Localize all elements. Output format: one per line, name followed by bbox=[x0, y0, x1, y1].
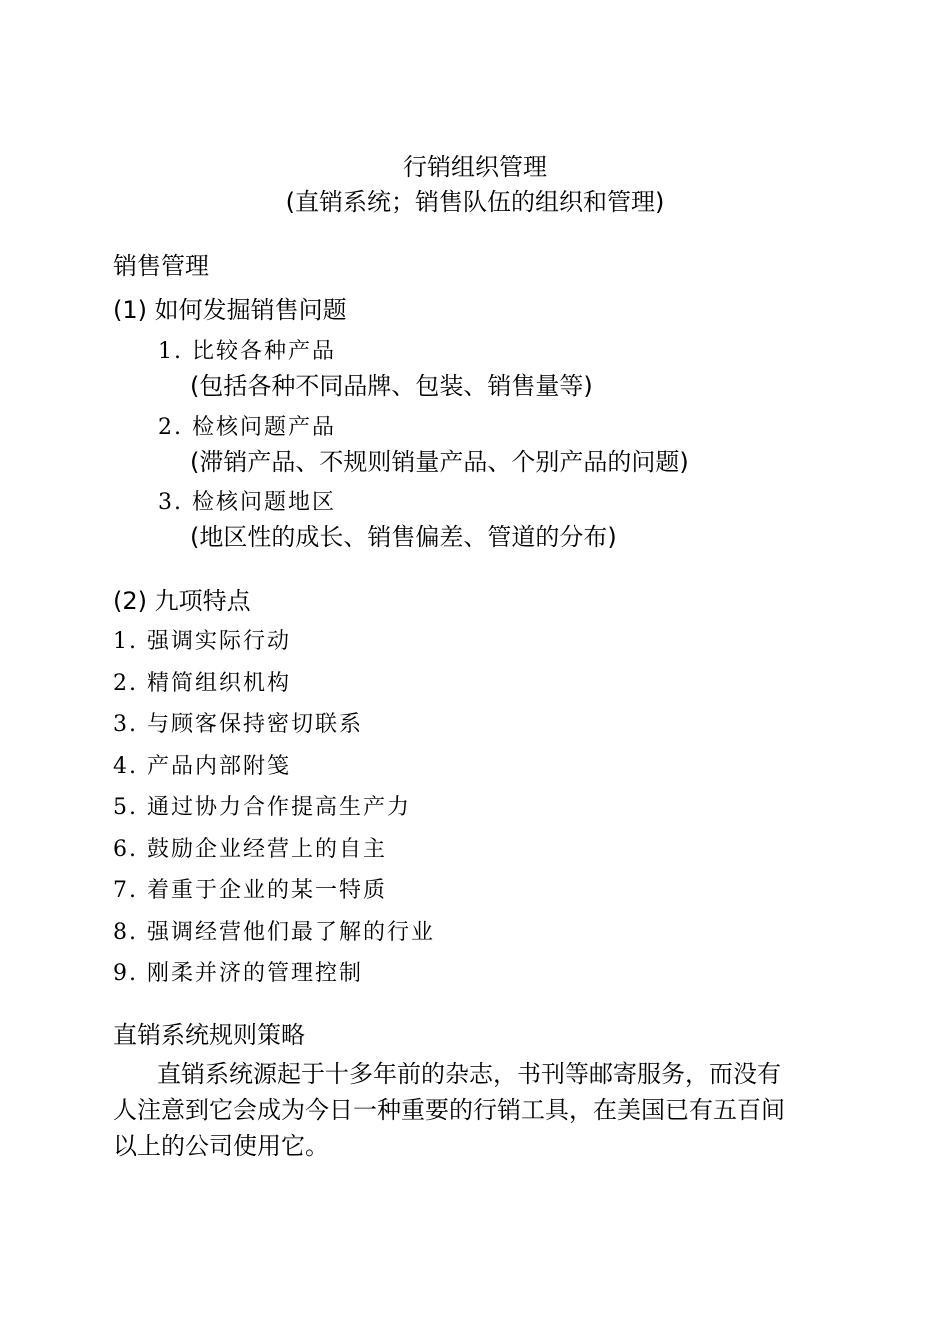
list-item-number: 1. bbox=[113, 629, 138, 654]
subsection-heading-features: (2) 九项特点 bbox=[113, 587, 251, 615]
list-item-label: 检核问题地区 bbox=[192, 490, 337, 515]
list-item bbox=[158, 341, 336, 363]
list-item bbox=[113, 963, 363, 985]
list-item bbox=[113, 714, 363, 736]
list-item-detail: (地区性的成长、销售偏差、管道的分布) bbox=[190, 523, 617, 551]
list-item bbox=[113, 631, 291, 653]
list-item-label: 强调经营他们最了解的行业 bbox=[147, 920, 436, 945]
page-title: 行销组织管理 bbox=[403, 153, 547, 181]
body-paragraph-text: 直销系统源起于十多年前的杂志，书刊等邮寄服务，而没有人注意到它会成为今日一种重要的行销工具，在美国已有五百间以上的公司使用它。 bbox=[113, 1060, 785, 1160]
list-item-number: 8. bbox=[113, 920, 138, 945]
list-item bbox=[113, 673, 291, 695]
subsection-heading-problems: (1) 如何发掘销售问题 bbox=[113, 296, 347, 324]
body-paragraph bbox=[113, 1056, 803, 1164]
list-item-number: 7. bbox=[113, 878, 138, 903]
page-subtitle: (直销系统；销售队伍的组织和管理) bbox=[285, 188, 665, 216]
list-item-number: 5. bbox=[113, 795, 138, 820]
list-item-label: 刚柔并济的管理控制 bbox=[147, 961, 364, 986]
list-item-label: 强调实际行动 bbox=[147, 629, 292, 654]
section-heading-direct-marketing: 直销系统规则策略 bbox=[113, 1021, 305, 1049]
list-item-label: 着重于企业的某一特质 bbox=[147, 878, 388, 903]
list-item-number: 1. bbox=[158, 339, 183, 364]
list-item bbox=[113, 880, 387, 902]
list-item-number: 3. bbox=[158, 490, 183, 515]
list-item-label: 与顾客保持密切联系 bbox=[147, 712, 364, 737]
list-item bbox=[113, 756, 291, 778]
list-item-number: 4. bbox=[113, 754, 138, 779]
list-item-label: 产品内部附笺 bbox=[147, 754, 292, 779]
section-heading-sales: 销售管理 bbox=[113, 252, 209, 280]
list-item-number: 6. bbox=[113, 837, 138, 862]
list-item-detail: (滞销产品、不规则销量产品、个别产品的问题) bbox=[190, 448, 689, 476]
list-item bbox=[113, 839, 387, 861]
list-item-number: 2. bbox=[113, 671, 138, 696]
list-item-number: 3. bbox=[113, 712, 138, 737]
list-item-detail: (包括各种不同品牌、包装、销售量等) bbox=[190, 372, 593, 400]
list-item-label: 精简组织机构 bbox=[147, 671, 292, 696]
list-item-label: 检核问题产品 bbox=[192, 415, 337, 440]
list-item bbox=[158, 492, 336, 514]
list-item-label: 通过协力合作提高生产力 bbox=[147, 795, 412, 820]
list-item-number: 9. bbox=[113, 961, 138, 986]
list-item-label: 比较各种产品 bbox=[192, 339, 337, 364]
list-item bbox=[113, 797, 411, 819]
list-item-label: 鼓励企业经营上的自主 bbox=[147, 837, 388, 862]
list-item bbox=[158, 417, 336, 439]
list-item bbox=[113, 922, 435, 944]
list-item-number: 2. bbox=[158, 415, 183, 440]
